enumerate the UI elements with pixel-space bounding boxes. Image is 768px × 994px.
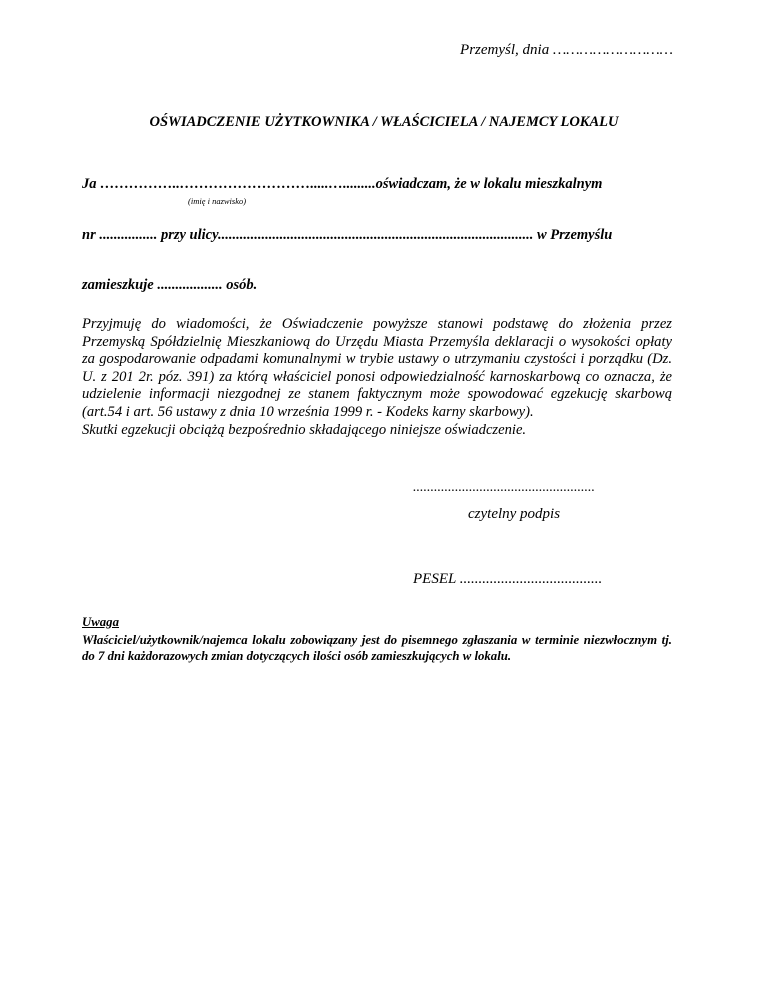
acknowledgement-paragraph: [82, 316, 672, 439]
address-line: nr ................ przy ulicy....................................................................................... w Przemyślu: [82, 227, 613, 243]
note-body: [82, 632, 672, 664]
signature-label: czytelny podpis: [468, 506, 561, 522]
declarant-name-line: Ja ……………..……………………….....….........oświadczam, że w lokalu mieszkalnym: [82, 176, 603, 192]
acknowledgement-text: Przyjmuję do wiadomości, że Oświadczenie powyższe stanowi podstawę do złożenia przez Przemyską Spółdzielnię Mieszkaniową do Urzędu Miasta Przemyśla deklaracji o wysokości opłaty za gospodarowanie odpadami komunalnymi w trybie ustawy o utrzymaniu czystości i porządku (Dz. U. z 201 2r. póz. 391) za którą właściciel ponosi odpowiedzialność karnoskarbową co oznacza, że udzielenie informacji niezgodnej ze stanem faktycznym może spowodować egzekucję skarbową (art.54 i art. 56 ustawy z dnia 10 września 1999 r. - Kodeks karny skarbowy).: [82, 316, 672, 420]
signature-line: ....................................................: [413, 480, 595, 495]
note-text: Właściciel/użytkownik/najemca lokalu zobowiązany jest do pisemnego zgłaszania w terminie niezwłocznym tj. do 7 dni każdorazowych zmian dotyczących ilości osób zamieszkujących w lokalu.: [82, 633, 672, 663]
consequence-text: Skutki egzekucji obciążą bezpośrednio składającego niniejsze oświadczenie.: [82, 421, 527, 438]
residents-count-line: zamieszkuje .................. osób.: [82, 277, 258, 293]
document-title: OŚWIADCZENIE UŻYTKOWNIKA / WŁAŚCICIELA / NAJEMCY LOKALU: [149, 114, 619, 130]
name-caption: (imię i nazwisko): [188, 196, 247, 206]
place-date-line: Przemyśl, dnia ………………………: [460, 42, 673, 58]
pesel-line: PESEL ......................................: [413, 571, 603, 587]
note-heading: Uwaga: [82, 615, 119, 629]
